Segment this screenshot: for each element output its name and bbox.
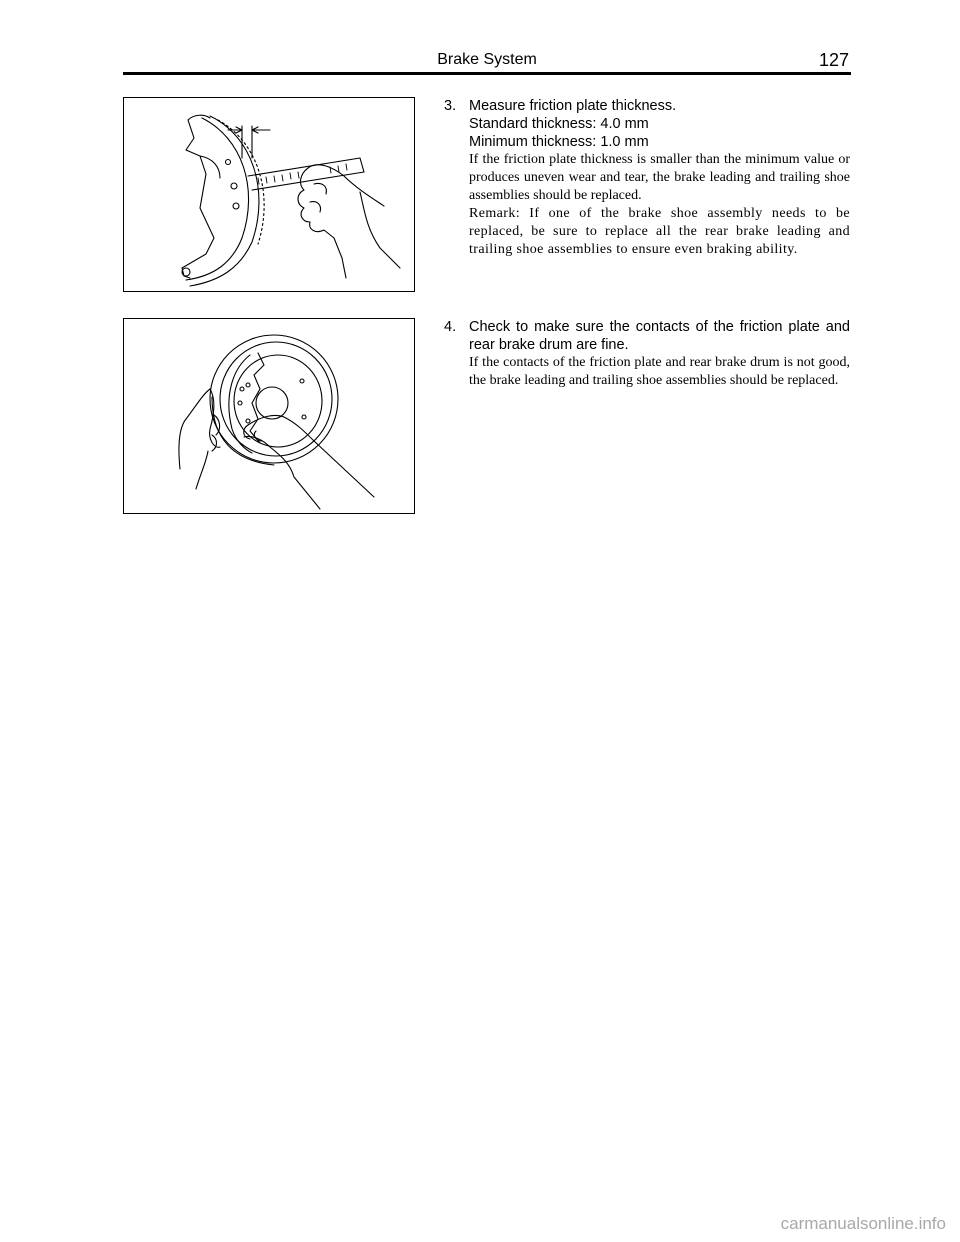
step-heading: Check to make sure the contacts of the friction plate and rear brake drum are fine. — [469, 319, 850, 353]
step-4 — [444, 318, 850, 390]
page-header — [123, 50, 851, 72]
replacement-paragraph: If the contacts of the friction plate and rear brake drum is not good, the brake leading and trailing shoe assemblies should be replaced. — [469, 355, 850, 388]
standard-thickness-spec: Standard thickness: 4.0 mm — [469, 116, 649, 132]
header-rule — [123, 72, 851, 75]
replacement-paragraph: If the friction plate thickness is smaller than the minimum value or produces uneven wear and tear, the brake leading and trailing shoe assemblies should be replaced. — [469, 152, 850, 203]
brake-drum-contact-illustration — [123, 318, 415, 514]
watermark: carmanualsonline.info — [780, 1214, 946, 1233]
section-title: Brake System — [437, 51, 537, 68]
step-3 — [444, 97, 850, 259]
step-number: 4. — [444, 319, 457, 335]
page-number: 127 — [818, 50, 849, 70]
friction-plate-measurement-illustration — [123, 97, 415, 292]
remark-paragraph: Remark: If one of the brake shoe assembly needs to be replaced, be sure to replace all the rear brake leading and trailing shoe assemblies to ensure even braking ability. — [469, 206, 850, 257]
step-heading: Measure friction plate thickness. — [469, 98, 677, 114]
minimum-thickness-spec: Minimum thickness: 1.0 mm — [469, 134, 649, 150]
step-number: 3. — [444, 98, 457, 114]
